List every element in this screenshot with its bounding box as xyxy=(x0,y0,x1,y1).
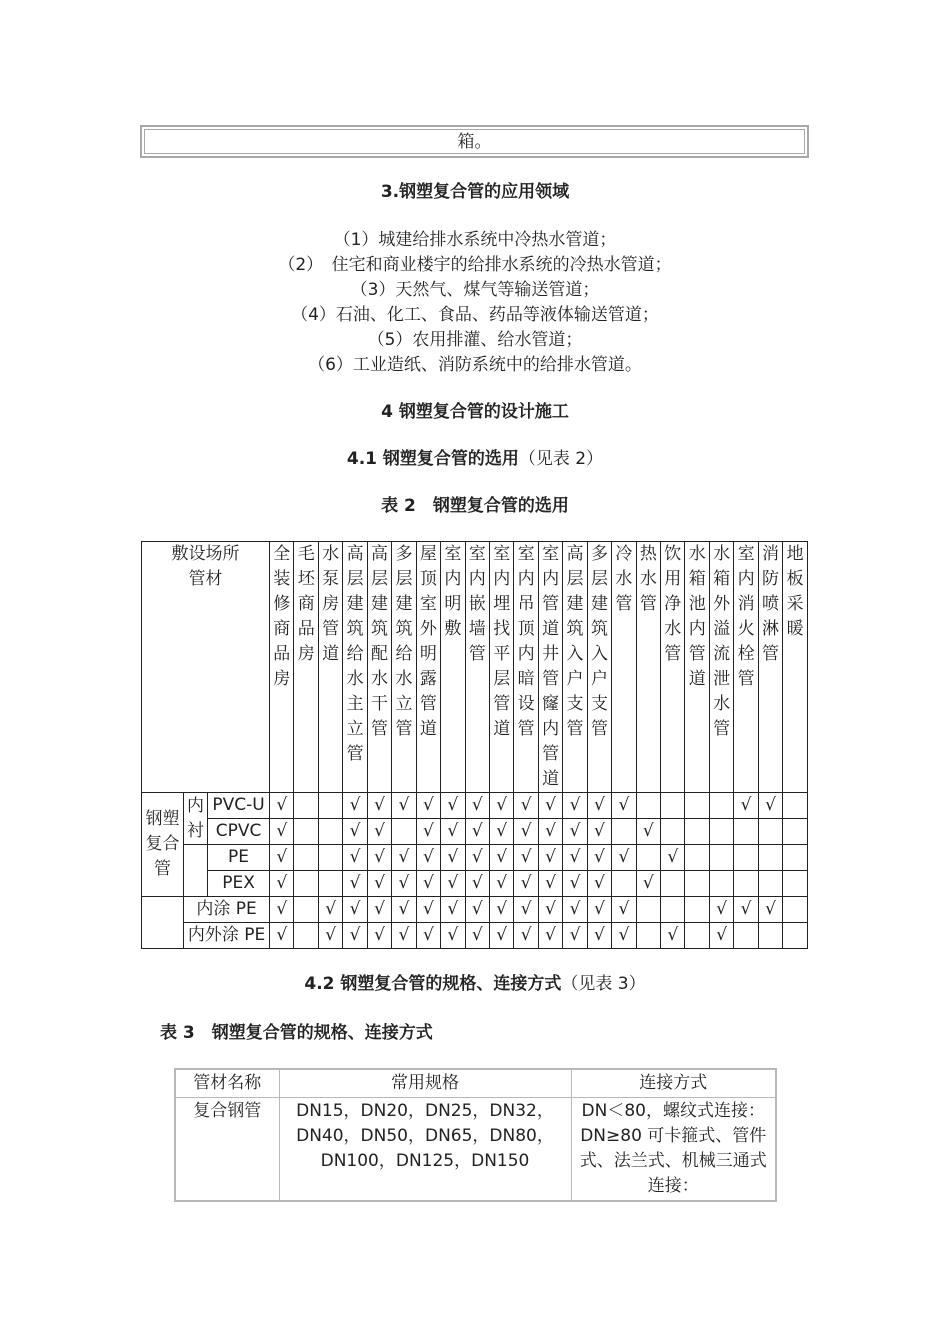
check-cell: √ xyxy=(270,845,294,871)
check-cell: √ xyxy=(514,819,538,845)
check-cell xyxy=(734,819,758,845)
check-cell: √ xyxy=(416,897,440,923)
table-3-header-cell: 连接方式 xyxy=(571,1069,776,1098)
check-cell xyxy=(685,793,709,819)
column-header xyxy=(294,542,318,793)
corner-top-label: 敷设场所 xyxy=(171,544,240,564)
check-cell xyxy=(758,819,782,845)
check-cell xyxy=(636,923,660,949)
check-cell xyxy=(294,819,318,845)
lined-label-cell xyxy=(184,793,208,845)
check-cell: √ xyxy=(587,897,611,923)
check-cell: √ xyxy=(367,871,391,897)
check-cell: √ xyxy=(587,871,611,897)
check-cell xyxy=(783,819,808,845)
column-header-label: 高层建筑给水主立管 xyxy=(346,544,364,764)
check-cell: √ xyxy=(563,871,587,897)
check-cell: √ xyxy=(343,923,367,949)
column-header xyxy=(489,542,513,793)
check-cell: √ xyxy=(563,845,587,871)
list-item: （1）城建给排水系统中冷热水管道； xyxy=(333,230,617,250)
check-cell: √ xyxy=(343,845,367,871)
table-3-header-cell: 管材名称 xyxy=(175,1069,279,1098)
column-header-label: 室内消火栓管 xyxy=(737,544,755,689)
check-cell: √ xyxy=(758,897,782,923)
check-cell: √ xyxy=(563,819,587,845)
column-header xyxy=(636,542,660,793)
list-item: （6）工业造纸、消防系统中的给排水管道。 xyxy=(308,355,642,375)
check-cell: √ xyxy=(612,897,636,923)
table-2-corner xyxy=(142,542,270,793)
row-label: 内涂 PE xyxy=(184,897,270,923)
table-row xyxy=(142,923,808,949)
column-header-label: 全装修商品房 xyxy=(273,544,291,689)
column-header xyxy=(612,542,636,793)
check-cell: √ xyxy=(367,793,391,819)
group-label-cell xyxy=(142,793,184,897)
column-header xyxy=(758,542,782,793)
list-item: （5）农用排灌、给水管道； xyxy=(367,330,583,350)
check-cell: √ xyxy=(758,793,782,819)
check-cell: √ xyxy=(514,845,538,871)
check-cell xyxy=(783,793,808,819)
check-cell: √ xyxy=(465,897,489,923)
check-cell: √ xyxy=(709,897,733,923)
group-label-cell-cont xyxy=(142,897,184,949)
table-row xyxy=(142,845,808,871)
check-cell: √ xyxy=(612,793,636,819)
column-header xyxy=(514,542,538,793)
check-cell xyxy=(661,871,685,897)
column-header xyxy=(416,542,440,793)
column-header-label: 室内埋找平层管道 xyxy=(493,544,511,739)
check-cell xyxy=(294,871,318,897)
check-cell: √ xyxy=(270,923,294,949)
check-cell: √ xyxy=(343,793,367,819)
check-cell xyxy=(734,923,758,949)
check-cell: √ xyxy=(392,897,416,923)
check-cell xyxy=(661,793,685,819)
table-3-row xyxy=(175,1098,776,1202)
column-header-label: 多层建筑入户支管 xyxy=(590,544,608,739)
check-cell: √ xyxy=(514,793,538,819)
table-3-header-cell: 常用规格 xyxy=(279,1069,571,1098)
check-cell: √ xyxy=(367,845,391,871)
check-cell: √ xyxy=(538,871,562,897)
table-3-caption: 表 3 钢塑复合管的规格、连接方式 xyxy=(160,1023,433,1043)
section-4-2-title: 4.2 钢塑复合管的规格、连接方式 xyxy=(304,974,562,994)
check-cell: √ xyxy=(465,871,489,897)
row-label: PEX xyxy=(208,871,270,897)
column-header xyxy=(465,542,489,793)
column-header-label: 水箱外溢流泄水管 xyxy=(713,544,731,739)
check-cell xyxy=(685,871,709,897)
check-cell: √ xyxy=(270,819,294,845)
check-cell: √ xyxy=(587,819,611,845)
check-cell: √ xyxy=(270,871,294,897)
check-cell xyxy=(636,897,660,923)
check-cell xyxy=(612,871,636,897)
column-header-label: 冷水管 xyxy=(615,544,633,614)
check-cell: √ xyxy=(441,923,465,949)
row-label: CPVC xyxy=(208,819,270,845)
column-header xyxy=(392,542,416,793)
check-cell: √ xyxy=(441,871,465,897)
section-3-heading: 3.钢塑复合管的应用领域 xyxy=(380,182,570,202)
pipe-selection-table xyxy=(141,541,808,949)
column-header xyxy=(318,542,342,793)
column-header-label: 高层建筑入户支管 xyxy=(566,544,584,739)
column-header xyxy=(538,542,562,793)
check-cell: √ xyxy=(489,845,513,871)
column-header-label: 毛坯商品房 xyxy=(297,544,315,664)
check-cell: √ xyxy=(587,793,611,819)
table-2-caption: 表 2 钢塑复合管的选用 xyxy=(381,496,569,516)
check-cell: √ xyxy=(270,793,294,819)
column-header xyxy=(734,542,758,793)
lined-label-cell-cont xyxy=(184,845,208,897)
application-list xyxy=(0,228,950,378)
table-row xyxy=(142,793,808,819)
section-4-heading: 4 钢塑复合管的设计施工 xyxy=(381,402,569,422)
check-cell: √ xyxy=(489,793,513,819)
check-cell: √ xyxy=(587,923,611,949)
check-cell: √ xyxy=(563,793,587,819)
column-header xyxy=(270,542,294,793)
check-cell: √ xyxy=(416,871,440,897)
check-cell: √ xyxy=(489,923,513,949)
check-cell: √ xyxy=(270,897,294,923)
check-cell: √ xyxy=(367,923,391,949)
row-label: PVC-U xyxy=(208,793,270,819)
column-header xyxy=(343,542,367,793)
column-header xyxy=(685,542,709,793)
check-cell: √ xyxy=(416,845,440,871)
section-4-2-heading xyxy=(0,972,950,996)
check-cell: √ xyxy=(661,845,685,871)
section-4-1-note: （见表 2） xyxy=(518,449,604,469)
check-cell: √ xyxy=(318,897,342,923)
check-cell: √ xyxy=(367,819,391,845)
check-cell xyxy=(612,819,636,845)
check-cell: √ xyxy=(465,793,489,819)
check-cell xyxy=(734,871,758,897)
check-cell: √ xyxy=(416,819,440,845)
continuation-box xyxy=(140,125,809,158)
check-cell: √ xyxy=(441,793,465,819)
column-header-label: 屋顶室外明露管道 xyxy=(419,544,437,739)
check-cell xyxy=(709,819,733,845)
column-header-label: 室内明敷 xyxy=(444,544,462,639)
column-header xyxy=(587,542,611,793)
check-cell: √ xyxy=(416,923,440,949)
check-cell xyxy=(636,845,660,871)
check-cell: √ xyxy=(367,897,391,923)
check-cell xyxy=(294,897,318,923)
check-cell xyxy=(294,923,318,949)
check-cell: √ xyxy=(514,871,538,897)
table-3-header-row xyxy=(175,1069,776,1098)
spec-cell: DN15，DN20，DN25，DN32，DN40，DN50，DN65，DN80，DN100，DN125，DN150 xyxy=(279,1098,571,1202)
check-cell: √ xyxy=(465,819,489,845)
check-cell: √ xyxy=(441,819,465,845)
check-cell xyxy=(783,897,808,923)
connection-cell: DN＜80，螺纹式连接：DN≥80 可卡箍式、管件式、法兰式、机械三通式连接： xyxy=(571,1098,776,1202)
check-cell: √ xyxy=(441,897,465,923)
check-cell xyxy=(758,845,782,871)
row-label: 内外涂 PE xyxy=(184,923,270,949)
list-item: （2） 住宅和商业楼宇的给排水系统的冷热水管道； xyxy=(278,255,672,275)
check-cell: √ xyxy=(538,923,562,949)
group-label: 钢塑复合管 xyxy=(145,809,180,879)
column-header xyxy=(563,542,587,793)
check-cell xyxy=(318,819,342,845)
check-cell: √ xyxy=(343,897,367,923)
table-row xyxy=(142,897,808,923)
check-cell xyxy=(709,793,733,819)
check-cell xyxy=(783,845,808,871)
check-cell xyxy=(709,871,733,897)
column-header-label: 多层建筑给水立管 xyxy=(395,544,413,739)
check-cell: √ xyxy=(734,793,758,819)
check-cell xyxy=(294,793,318,819)
check-cell: √ xyxy=(514,923,538,949)
check-cell: √ xyxy=(587,845,611,871)
check-cell: √ xyxy=(538,897,562,923)
check-cell: √ xyxy=(318,923,342,949)
table-row xyxy=(142,871,808,897)
section-4-1-title: 4.1 钢塑复合管的选用 xyxy=(346,449,519,469)
check-cell xyxy=(709,845,733,871)
check-cell: √ xyxy=(392,793,416,819)
check-cell xyxy=(685,819,709,845)
row-label: PE xyxy=(208,845,270,871)
check-cell: √ xyxy=(489,871,513,897)
continuation-text: 箱。 xyxy=(144,129,805,154)
column-header-label: 消防喷淋管 xyxy=(762,544,780,664)
pipe-name-cell: 复合钢管 xyxy=(175,1098,279,1202)
list-item: （3）天然气、煤气等输送管道； xyxy=(350,280,600,300)
corner-bottom-label: 管材 xyxy=(188,569,223,589)
check-cell: √ xyxy=(392,923,416,949)
column-header xyxy=(661,542,685,793)
column-header-label: 饮用净水管 xyxy=(664,544,682,664)
check-cell xyxy=(392,819,416,845)
column-header-label: 水箱池内管道 xyxy=(688,544,706,689)
column-header-label: 室内管道井管窿内管道 xyxy=(542,544,560,789)
check-cell: √ xyxy=(343,871,367,897)
section-4-1-heading xyxy=(0,447,950,471)
list-item: （4）石油、化工、食品、药品等液体输送管道； xyxy=(291,305,659,325)
check-cell: √ xyxy=(709,923,733,949)
section-4-2-note: （见表 3） xyxy=(561,974,646,994)
check-cell xyxy=(661,819,685,845)
check-cell: √ xyxy=(636,819,660,845)
column-header-label: 水泵房管道 xyxy=(322,544,340,664)
lined-label: 内衬 xyxy=(187,795,205,841)
check-cell: √ xyxy=(612,845,636,871)
check-cell xyxy=(783,923,808,949)
check-cell xyxy=(685,923,709,949)
check-cell: √ xyxy=(538,845,562,871)
check-cell xyxy=(758,923,782,949)
check-cell: √ xyxy=(563,923,587,949)
column-header-label: 室内嵌墙管 xyxy=(468,544,486,664)
check-cell: √ xyxy=(343,819,367,845)
check-cell: √ xyxy=(661,923,685,949)
check-cell: √ xyxy=(392,871,416,897)
column-header xyxy=(367,542,391,793)
check-cell xyxy=(734,845,758,871)
check-cell: √ xyxy=(441,845,465,871)
column-header-label: 室内吊顶内暗设管 xyxy=(517,544,535,739)
check-cell: √ xyxy=(734,897,758,923)
check-cell xyxy=(685,897,709,923)
check-cell xyxy=(294,845,318,871)
column-header xyxy=(709,542,733,793)
check-cell: √ xyxy=(538,819,562,845)
check-cell: √ xyxy=(538,793,562,819)
check-cell xyxy=(758,871,782,897)
check-cell: √ xyxy=(489,897,513,923)
table-row xyxy=(142,819,808,845)
column-header-label: 热水管 xyxy=(639,544,657,614)
check-cell xyxy=(318,871,342,897)
column-header-label: 地板采暖 xyxy=(786,544,804,639)
check-cell: √ xyxy=(416,793,440,819)
column-header xyxy=(441,542,465,793)
check-cell xyxy=(318,845,342,871)
check-cell xyxy=(636,793,660,819)
check-cell xyxy=(783,871,808,897)
pipe-spec-table xyxy=(174,1068,777,1202)
check-cell: √ xyxy=(489,819,513,845)
check-cell: √ xyxy=(465,845,489,871)
check-cell: √ xyxy=(514,897,538,923)
check-cell: √ xyxy=(563,897,587,923)
check-cell: √ xyxy=(465,923,489,949)
check-cell xyxy=(318,793,342,819)
check-cell xyxy=(661,897,685,923)
column-header xyxy=(783,542,808,793)
check-cell: √ xyxy=(636,871,660,897)
check-cell: √ xyxy=(392,845,416,871)
check-cell xyxy=(685,845,709,871)
check-cell: √ xyxy=(612,923,636,949)
column-header-label: 高层建筑配水干管 xyxy=(371,544,389,739)
